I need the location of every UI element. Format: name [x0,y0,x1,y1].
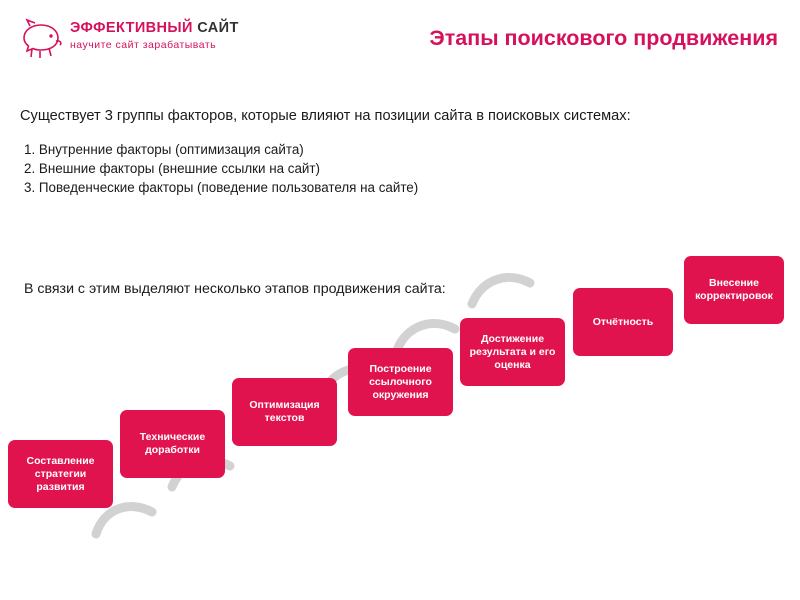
stage-2-label: Технические доработки [139,431,206,456]
stage-5[interactable] [460,318,565,386]
stage-7[interactable] [684,256,784,324]
list-item: 3. Поведенческие факторы (поведение пользователя на сайте) [24,180,419,195]
stage-6-label: Отчётность [592,315,654,328]
stage-1-label: Составление стратегии развития [26,454,95,493]
stage-1[interactable] [8,440,113,508]
pig-piggybank-icon [18,18,64,62]
stage-6[interactable] [573,288,673,356]
stage-7-label: Внесение корректировок [695,277,773,302]
logo-word-2: САЙТ [197,20,239,36]
factors-list [24,140,418,197]
stage-3-label: Оптимизация текстов [249,399,320,424]
list-item: 2. Внешние факторы (внешние ссылки на сайт) [24,161,321,176]
stage-4-label: Построение ссылочного окружения [369,362,432,401]
lead-text: В связи с этим выделяют несколько этапов продвижения сайта: [24,281,446,297]
logo-tagline: научите сайт зарабатывать [70,39,217,51]
logo-word-1: ЭФФЕКТИВНЫЙ [70,20,193,36]
logo-title [70,20,250,36]
page-header [0,0,800,76]
intro-text: Существует 3 группы факторов, которые влияют на позиции сайта в поисковых системах: [20,108,631,124]
stage-4[interactable] [348,348,453,416]
list-item: 1. Внутренние факторы (оптимизация сайта) [24,142,304,157]
logo-text [70,20,250,51]
logo[interactable] [18,14,248,66]
stage-3[interactable] [232,378,337,446]
stage-2[interactable] [120,410,225,478]
stage-5-label: Достижение результата и его оценка [469,332,556,371]
page-title: Этапы поискового продвижения [429,26,778,50]
